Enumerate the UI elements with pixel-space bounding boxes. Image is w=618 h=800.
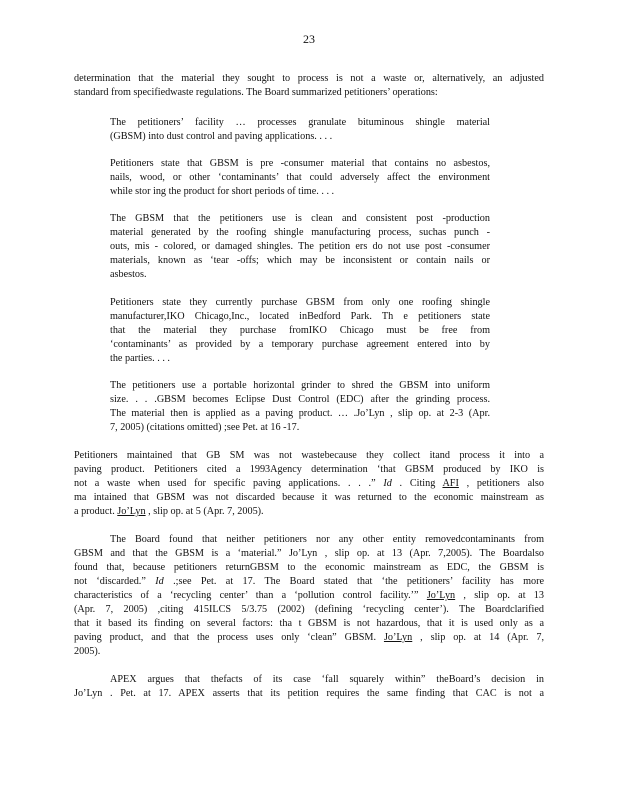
- case-citation: Jo’Lyn: [117, 506, 146, 517]
- text-line: (Apr. 7, 2005) ,citing 415ILCS 5/3.75 (2002) (defining ‘recycling center’). The Boardclarified: [74, 604, 544, 615]
- text-line: ‘contaminants’ as provided by a temporary purchase agreement entered into by: [110, 339, 490, 350]
- text-line: The Board found that neither petitioners nor any other entity removedcontaminants from: [110, 534, 544, 545]
- text-line: 7, 2005) (citations omitted) ;see Pet. at 16 -17.: [110, 422, 300, 433]
- text-line: found that, because petitioners returnGBSM to the economic mainstream as EDC, the GBSM is: [74, 562, 544, 573]
- text-line: characteristics of a ‘recycling center’ than a ‘pollution control facility.’” Jo’Lyn , slip op. at 13: [74, 590, 544, 601]
- text-line: material generated by the roofing shingle manufacturing process, suchas punch -: [110, 227, 490, 238]
- text-line: APEX argues that thefacts of its case ‘fall squarely within” theBoard’s decision in: [110, 674, 544, 685]
- text-line: while stor ing the product for short periods of time. . . .: [110, 186, 335, 197]
- text-line: ma intained that GBSM was not discarded because it was returned to the economic mainstream as: [74, 492, 544, 503]
- case-citation: Jo’Lyn: [426, 590, 456, 601]
- text-line: standard from specifiedwaste regulations. The Board summarized petitioners’ operations:: [74, 87, 438, 98]
- text-line: size. . . .GBSM becomes Eclipse Dust Control (EDC) after the grinding process.: [110, 394, 490, 405]
- text-line: that the material they purchase fromIKO Chicago must be free from: [110, 325, 490, 336]
- text-line: materials, known as ‘tear -offs; which may be inconsistent or contain nails or: [110, 255, 490, 266]
- text-line: The petitioners’ facility … processes granulate bituminous shingle material: [110, 117, 490, 128]
- text-line: Jo’Lyn . Pet. at 17. APEX asserts that its petition requires the same finding that CAC is not a: [74, 688, 544, 699]
- text-line: a product. Jo’Lyn , slip op. at 5 (Apr. 7, 2005).: [74, 506, 264, 517]
- text-line: Petitioners state that GBSM is pre -consumer material that contains no asbestos,: [110, 158, 490, 169]
- case-citation: Jo’Lyn: [383, 632, 413, 643]
- text-line: The material then is applied as a paving product. … .Jo’Lyn , slip op. at 2-3 (Apr.: [110, 408, 490, 419]
- text-line: GBSM and that the GBSM is a ‘material.” Jo’Lyn , slip op. at 13 (Apr. 7,2005). The Boardalso: [74, 548, 544, 559]
- text-line: outs, mis - colored, or damaged shingles. The petition ers do not use post -consumer: [110, 241, 490, 252]
- page-number: 23: [303, 32, 315, 46]
- text-line: manufacturer,IKO Chicago,Inc., located inBedford Park. Th e petitioners state: [110, 311, 490, 322]
- text-line: nails, wood, or other ‘contaminants’ that could adversely affect the environment: [110, 172, 490, 183]
- text-line: The GBSM that the petitioners use is clean and consistent post -production: [110, 213, 490, 224]
- citation-id: Id: [383, 478, 392, 489]
- text-line: determination that the material they sought to process is not a waste or, alternatively, an adjusted: [74, 73, 544, 84]
- text-line: Petitioners maintained that GB SM was not wastebecause they collect itand process it into a: [74, 450, 544, 461]
- citation-id: Id: [155, 576, 164, 587]
- text-line: asbestos.: [110, 269, 147, 280]
- text-line: paving product, and that the process uses only ‘clean” GBSM. Jo’Lyn , slip op. at 14 (Apr. 7,: [74, 632, 544, 643]
- text-line: 2005).: [74, 646, 101, 657]
- text-line: that it based its finding on several factors: tha t GBSM is not hazardous, that it is used only as a: [74, 618, 544, 629]
- text-line: paving product. Petitioners cited a 1993Agency determination ‘that GBSM produced by IKO is: [74, 464, 544, 475]
- text-line: not a waste when used for specific paving applications. . . .” Id . Citing AFI , petitioners also: [74, 478, 544, 489]
- text-line: the parties. . . .: [110, 353, 170, 364]
- text-line: not ‘discarded.” Id .;see Pet. at 17. The Board stated that ‘the petitioners’ facility has more: [74, 576, 544, 587]
- text-line: (GBSM) into dust control and paving applications. . . .: [110, 131, 333, 142]
- text-line: The petitioners use a portable horizontal grinder to shred the GBSM into uniform: [110, 380, 490, 391]
- case-citation: AFI: [442, 478, 459, 489]
- text-line: Petitioners state they currently purchase GBSM from only one roofing shingle: [110, 297, 490, 308]
